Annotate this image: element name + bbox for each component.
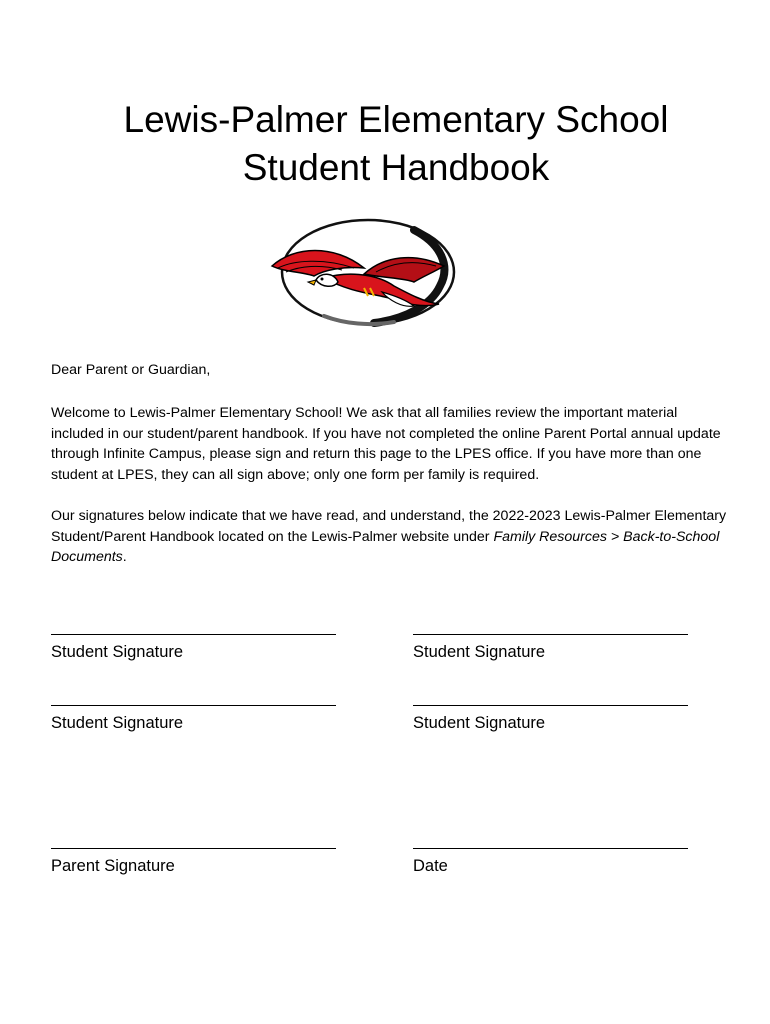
signature-label: Parent Signature <box>51 857 175 875</box>
signature-label: Student Signature <box>51 643 184 661</box>
student-signature-field-1[interactable] <box>51 634 336 662</box>
signature-line[interactable] <box>413 705 688 706</box>
acknowledgement-text: Our signatures below indicate that we have read, and understand, the 2022-2023 Lewis-Palmer Elementary Student/Parent Handbook located on the Lewis-Palmer website under <box>51 508 727 545</box>
welcome-paragraph: Welcome to Lewis-Palmer Elementary School! We ask that all families review the important material included in our student/parent handbook. If you have not completed the online Parent Portal annual update through Infinite Campus, please sign and return this page to the LPES office. If you have more than one student at LPES, they can all sign above; only one form per family is required. <box>51 405 721 483</box>
signature-line[interactable] <box>51 634 336 635</box>
date-label: Date <box>413 857 448 875</box>
acknowledgement-paragraph <box>51 506 727 568</box>
title-line-2: Student Handbook <box>242 147 550 188</box>
eagle-beak <box>308 280 316 285</box>
page-title <box>0 96 770 192</box>
parent-signature-field[interactable] <box>51 848 336 876</box>
eagle-eye <box>321 278 324 281</box>
date-line[interactable] <box>413 848 688 849</box>
signature-line[interactable] <box>413 634 688 635</box>
signature-label: Student Signature <box>413 643 546 661</box>
eagle-logo-graphic <box>264 216 460 328</box>
signature-line[interactable] <box>51 848 336 849</box>
student-signature-field-2[interactable] <box>413 634 688 662</box>
student-signature-field-4[interactable] <box>413 705 688 733</box>
signature-line[interactable] <box>51 705 336 706</box>
signature-label: Student Signature <box>413 714 546 732</box>
date-field[interactable] <box>413 848 688 876</box>
student-signature-field-3[interactable] <box>51 705 336 733</box>
greeting: Dear Parent or Guardian, <box>51 362 211 378</box>
acknowledgement-link-path: Family Resources > Back-to-School Documents <box>51 528 720 566</box>
eagle-body <box>324 274 439 305</box>
title-line-1: Lewis-Palmer Elementary School <box>123 99 669 140</box>
acknowledgement-end: . <box>122 549 127 566</box>
signature-label: Student Signature <box>51 714 184 732</box>
eagle-mascot-icon <box>264 216 460 328</box>
